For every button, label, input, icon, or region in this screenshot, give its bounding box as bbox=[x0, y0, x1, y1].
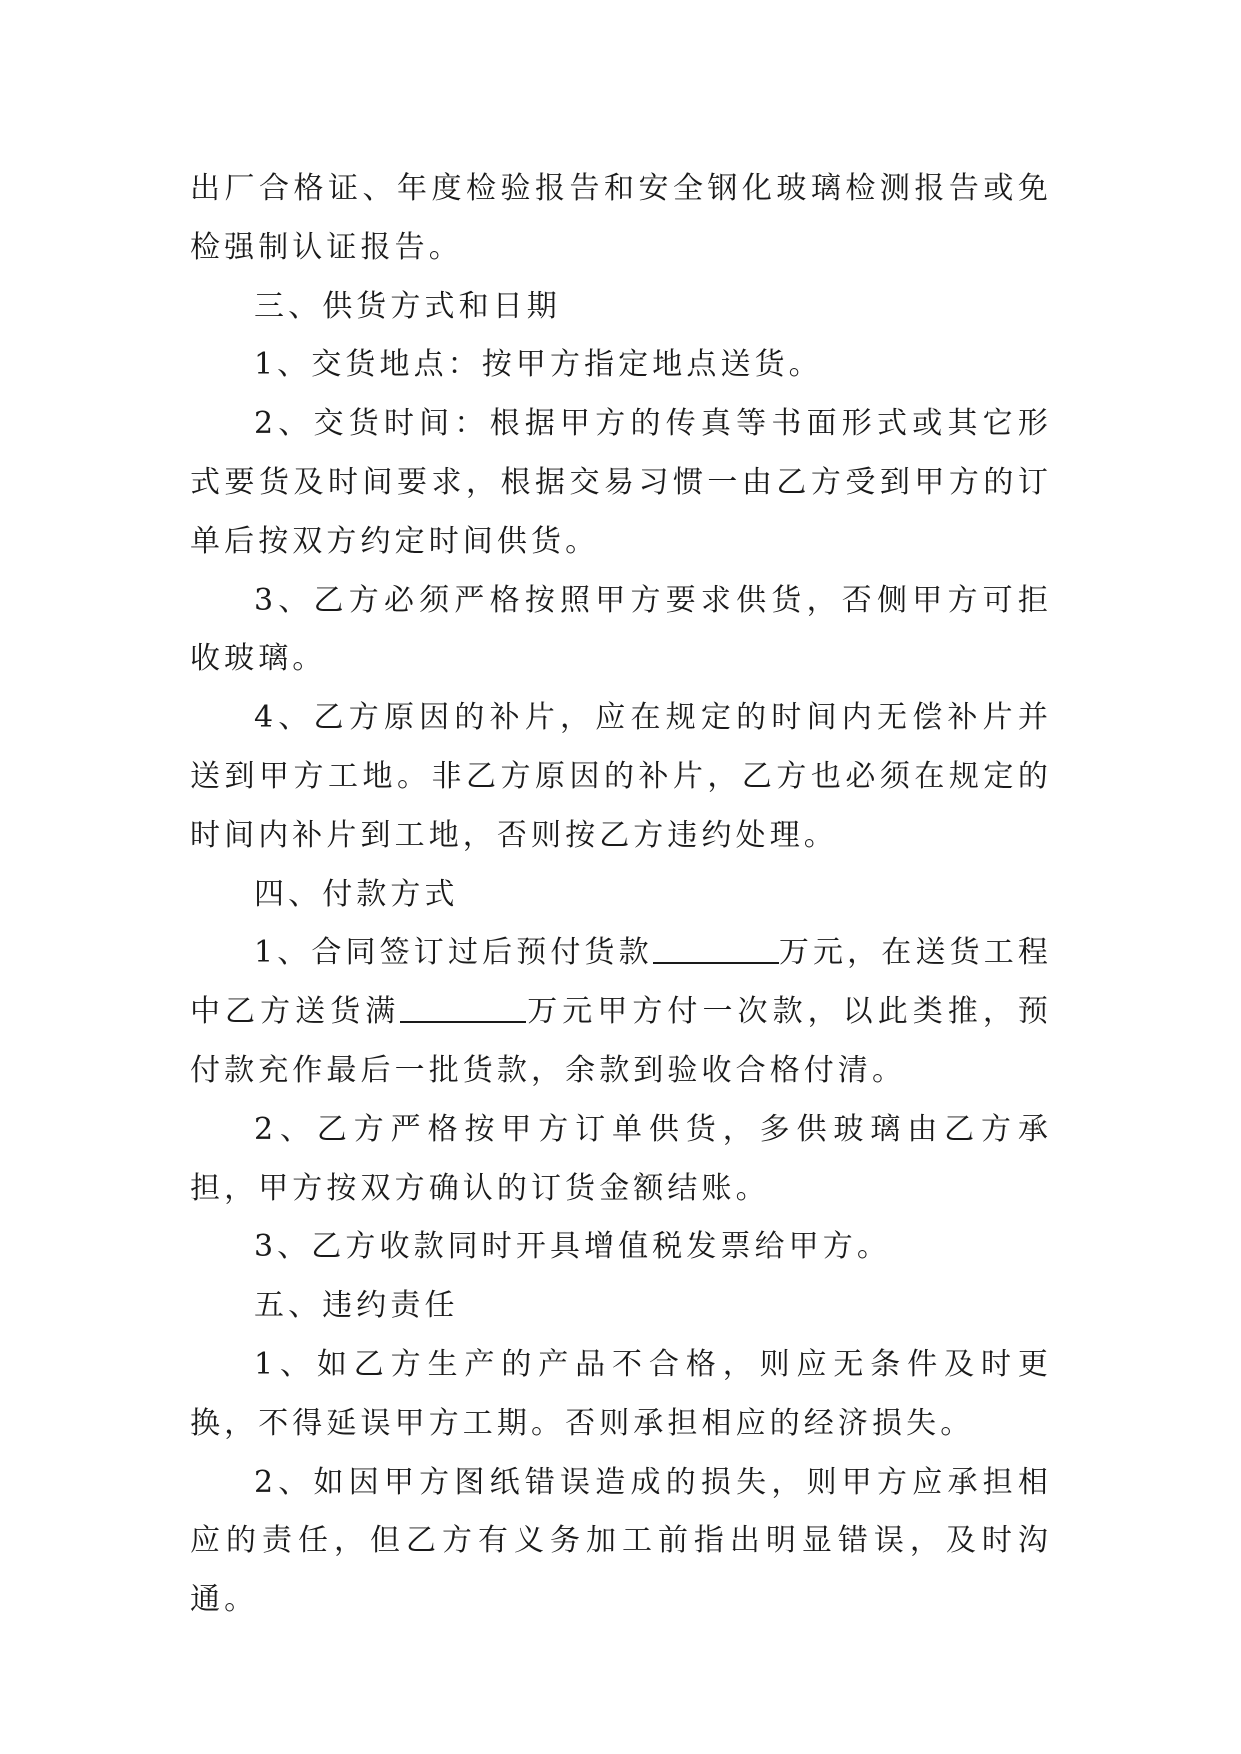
paragraph-invoice: 3、乙方收款同时开具增值税发票给甲方。 bbox=[254, 1229, 891, 1265]
section-heading-payment: 四、付款方式 bbox=[254, 876, 459, 912]
blank-amount-threshold bbox=[400, 991, 526, 1023]
section-heading-supply: 三、供货方式和日期 bbox=[254, 288, 561, 324]
document-body bbox=[190, 160, 1052, 1630]
advance-payment-text-a: 1、合同签订过后预付货款 bbox=[254, 935, 653, 971]
paragraph-delivery-location: 1、交货地点：按甲方指定地点送货。 bbox=[254, 347, 823, 383]
paragraph-delivery-time: 2、交货时间：根据甲方的传真等书面形式或其它形式要货及时间要求，根据交易习惯一由乙方受到甲方的订单后按双方约定时间供货。 bbox=[190, 406, 1052, 559]
paragraph-replacement: 4、乙方原因的补片，应在规定的时间内无偿补片并送到甲方工地。非乙方原因的补片，乙方也必须在规定的时间内补片到工地，否则按乙方违约处理。 bbox=[190, 700, 1052, 853]
paragraph-drawing-errors: 2、如因甲方图纸错误造成的损失，则甲方应承担相应的责任，但乙方有义务加工前指出明显错误，及时沟通。 bbox=[190, 1464, 1052, 1618]
blank-amount-advance bbox=[653, 932, 779, 964]
paragraph-certificates: 出厂合格证、年度检验报告和安全钢化玻璃检测报告或免检强制认证报告。 bbox=[190, 171, 1052, 265]
paragraph-defective-products: 1、如乙方生产的产品不合格，则应无条件及时更换，不得延误甲方工期。否则承担相应的经济损失。 bbox=[190, 1346, 1052, 1441]
section-heading-liability: 五、违约责任 bbox=[254, 1288, 459, 1324]
paragraph-order-supply: 2、乙方严格按甲方订单供货，多供玻璃由乙方承担，甲方按双方确认的订货金额结账。 bbox=[190, 1111, 1052, 1206]
advance-payment-text-c: 万元甲方付一次款，以此类推，预付款充作最后一批货款，余款到验收合格付清。 bbox=[190, 994, 1053, 1088]
advance-payment-text-b: 万元，在送货工程中乙方送货满 bbox=[190, 935, 1052, 1030]
paragraph-advance-payment bbox=[190, 924, 1052, 1100]
paragraph-supply-requirement: 3、乙方必须严格按照甲方要求供货，否侧甲方可拒收玻璃。 bbox=[190, 582, 1052, 677]
